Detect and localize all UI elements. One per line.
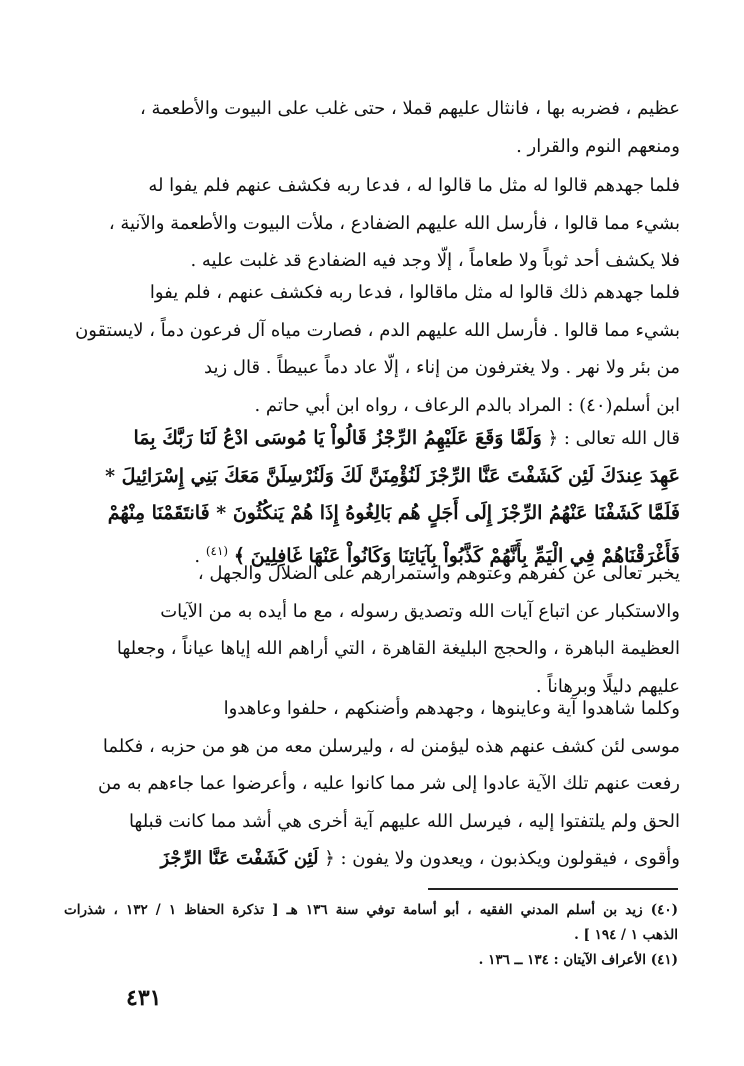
text-line: فلا يكشف أحد ثوباً ولا طعاماً ، إلّا وجد فيه الضفادع قد غلبت عليه .: [190, 250, 680, 271]
paragraph-4: [64, 555, 680, 705]
final-line-quran: لَئِن كَشَفْتَ عَنَّا الرِّجْزَ: [160, 848, 319, 869]
quran-line: فَلَمَّا كَشَفْنَا عَنْهُمُ الرِّجْزَ إِلَى أَجَلٍ هُم بَالِغُوهُ إِذَا هُمْ يَنكُثُونَ * فَانتَقَمْنَا مِنْهُمْ: [107, 502, 680, 524]
text-line: فلما جهدهم ذلك قالوا له مثل ماقالوا ، فدعا ربه فكشف عنهم ، فلم يفوا: [149, 282, 680, 303]
text-line: عليهم دليلًا وبرهاناً .: [535, 675, 680, 697]
paragraph-3: [64, 274, 680, 424]
text-line: [64, 840, 680, 878]
text-line: عظيم ، فضربه بها ، فانثال عليهم قملا ، حتى غلب على البيوت والأطعمة ،: [139, 98, 680, 119]
text-line: من بئر ولا نهر . ولا يغترفون من إناء ، إلّا عاد دماً عبيطاً . قال زيد: [204, 357, 680, 378]
text-line: ابن أسلم(٤٠) : المراد بالدم الرعاف ، رواه ابن أبي حاتم .: [254, 394, 680, 416]
text-line: فلما جهدهم قالوا له مثل ما قالوا له ، فدعا ربه فكشف عنهم فلم يفوا له: [148, 175, 680, 196]
end-punctuation: .: [194, 545, 201, 567]
text-line: الحق ولم يلتفتوا إليه ، فيرسل الله عليهم آية أخرى هي أشد مما كانت قبلها: [128, 810, 680, 832]
text-line: العظيمة الباهرة ، والحجج البليغة القاهرة ، التي أراهم الله إياها عياناً ، وجعلها: [116, 638, 680, 659]
quran-text: فَأَغْرَقْنَاهُمْ فِي الْيَمِّ بِأَنَّهُمْ كَذَّبُواْ بِآيَاتِنَا وَكَانُواْ عَنْهَا غَافِلِينَ: [250, 544, 680, 567]
paragraph-5: [64, 690, 680, 878]
text-line: بشيء مما قالوا ، فأرسل الله عليهم الضفادع ، ملأت البيوت والأطعمة والآنية ،: [108, 212, 680, 234]
quran-line: [64, 420, 680, 458]
footnote-line: (٤١) الأعراف الآيتان : ١٣٤ ــ ١٣٦ .: [478, 952, 678, 968]
text-line: والاستكبار عن اتباع آيات الله وتصديق رسوله ، مع ما أيده به من الآيات: [160, 600, 680, 622]
quran-text: وَلَمَّا وَقَعَ عَلَيْهِمُ الرِّجْزُ قَالُواْ يَا مُوسَى ادْعُ لَنَا رَبَّكَ بِمَا: [133, 427, 542, 449]
final-line-text: وأقوى ، فيقولون ويكذبون ، ويعدون ولا يفون : ﴿: [324, 848, 680, 869]
quran-line: عَهِدَ عِندَكَ لَئِن كَشَفْتَ عَنَّا الرِّجْزَ لَنُؤْمِنَنَّ لَكَ وَلَنُرْسِلَنَّ مَعَكَ بَنِي إِسْرَائِيلَ *: [105, 464, 680, 487]
text-line: ومنعهم النوم والقرار .: [516, 135, 680, 157]
quote-intro: قال الله تعالى : ﴿: [547, 428, 680, 449]
page-number: ٤٣١: [126, 985, 162, 1011]
paragraph-2: [64, 167, 680, 280]
text-line: بشيء مما قالوا . فأرسل الله عليهم الدم ، فصارت مياه آل فرعون دماً ، لايستقون: [75, 319, 680, 341]
footnote-separator: [428, 888, 678, 890]
quran-quotation: [64, 420, 680, 575]
footnote-line: (٤٠) زيد بن أسلم المدني الفقيه ، أبو أسامة توفي سنة ١٣٦ هـ [ تذكرة الحفاظ ١ / ١٣٢ ، شذرات: [64, 902, 678, 918]
footnote-line: الذهب ١ / ١٩٤ ] .: [574, 927, 678, 943]
text-line: يخبر تعالى عن كفرهم وعتوهم واستمرارهم على الضلال والجهل ،: [197, 563, 680, 584]
text-line: وكلما شاهدوا آية وعاينوها ، وجهدهم وأضنكهم ، حلفوا وعاهدوا: [223, 698, 680, 719]
text-line: رفعت عنهم تلك الآية عادوا إلى شر مما كانوا عليه ، وأعرضوا عما جاءهم به من: [97, 773, 680, 794]
footnotes: [64, 898, 678, 973]
quote-close: ﴾: [233, 544, 245, 567]
text-line: موسى لئن كشف عنهم هذه ليؤمنن له ، وليرسلن معه من هو من حزبه ، فكلما: [102, 735, 680, 757]
paragraph-1: [64, 90, 680, 165]
footnote-ref: (٤١): [205, 543, 229, 558]
